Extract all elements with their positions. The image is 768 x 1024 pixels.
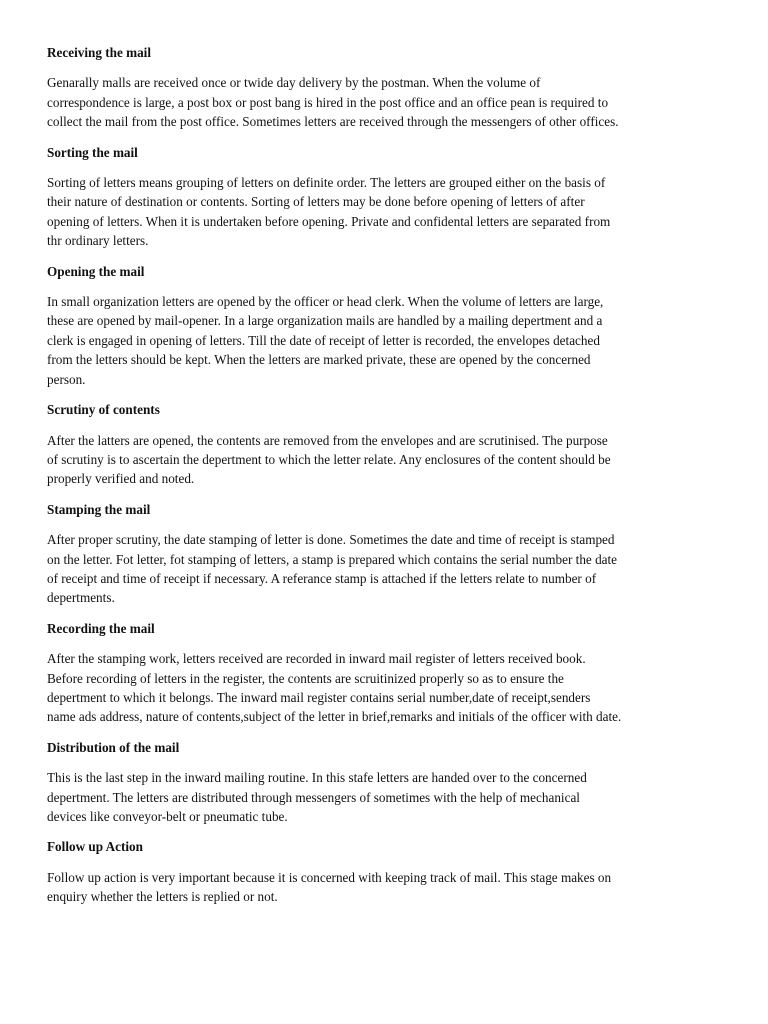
- paragraph-line: name ads address, nature of contents,subject of the letter in brief,remarks and initials of the officer with date.: [47, 709, 622, 725]
- section-heading: Stamping the mail: [47, 501, 151, 517]
- paragraph-line: After proper scrutiny, the date stamping of letter is done. Sometimes the date and time of receipt is stamped: [47, 532, 615, 548]
- section-heading: Receiving the mail: [47, 45, 152, 60]
- section-paragraph: [47, 73, 747, 131]
- section-heading: Scrutiny of contents: [47, 402, 160, 418]
- section-paragraph: [47, 868, 747, 907]
- paragraph-line: Genarally malls are received once or twide day delivery by the postman. When the volume of: [47, 75, 541, 91]
- paragraph-line: depertments.: [47, 590, 115, 606]
- paragraph-line: This is the last step in the inward mailing routine. In this stafe letters are handed over to the concerned: [47, 770, 587, 786]
- section-paragraph: [47, 173, 747, 251]
- paragraph-line: their nature of destination or contents. Sorting of letters may be done before opening of letters of after: [47, 194, 585, 210]
- section-heading: Follow up Action: [47, 839, 143, 855]
- section-heading: Recording the mail: [47, 620, 155, 636]
- paragraph-line: Follow up action is very important because it is concerned with keeping track of mail. This stage makes on: [47, 869, 612, 885]
- paragraph-line: of receipt and time of receipt if necessary. A referance stamp is attached if the letters relate to number of: [47, 570, 597, 586]
- paragraph-line: devices like conveyor-belt or pneumatic tube.: [47, 809, 288, 824]
- paragraph-line: correspondence is large, a post box or post bang is hired in the post office and an office pean is required to: [47, 94, 609, 110]
- document-body: [47, 43, 747, 918]
- section-paragraph: [47, 431, 747, 489]
- section-paragraph: [47, 530, 747, 608]
- paragraph-line: from the letters should be kept. When the letters are marked private, these are opened by the concerned: [47, 352, 591, 368]
- paragraph-line: In small organization letters are opened by the officer or head clerk. When the volume of letters are large,: [47, 294, 604, 310]
- section-paragraph: [47, 768, 747, 826]
- paragraph-line: Before recording of letters in the register, the contents are scruitinized properly so as to ensure the: [47, 670, 564, 686]
- paragraph-line: opening of letters. When it is undertaken before opening. Private and confidental letters are separated from: [47, 213, 611, 229]
- paragraph-line: these are opened by mail-opener. In a large organization mails are handled by a mailing depertment and a: [47, 313, 603, 329]
- paragraph-line: After the latters are opened, the contents are removed from the envelopes and are scrutinised. The purpose: [47, 432, 608, 448]
- paragraph-line: thr ordinary letters.: [47, 233, 149, 249]
- paragraph-line: After the stamping work, letters received are recorded in inward mail register of letters received book.: [47, 651, 586, 667]
- section-heading: Opening the mail: [47, 263, 145, 279]
- paragraph-line: on the letter. Fot letter, fot stamping of letters, a stamp is prepared which contains the serial number the date: [47, 551, 618, 567]
- paragraph-line: person.: [47, 371, 86, 387]
- paragraph-line: enquiry whether the letters is replied or not.: [47, 889, 278, 905]
- paragraph-line: Sorting of letters means grouping of letters on definite order. The letters are grouped either on the basis of: [47, 175, 606, 191]
- paragraph-line: depertment. The letters are distributed through messengers of sometimes with the help of mechanical: [47, 789, 580, 805]
- section-heading: Sorting the mail: [47, 144, 138, 160]
- paragraph-line: of scrutiny is to ascertain the depertment to which the letter relate. Any enclosures of the content should be: [47, 451, 611, 467]
- paragraph-line: collect the mail from the post office. Sometimes letters are received through the messengers of other offices.: [47, 114, 619, 130]
- section-heading: Distribution of the mail: [47, 739, 180, 755]
- paragraph-line: depertment to which it belongs. The inward mail register contains serial number,date of receipt,senders: [47, 689, 591, 705]
- section-paragraph: [47, 292, 747, 389]
- paragraph-line: properly verified and noted.: [47, 471, 195, 487]
- section-paragraph: [47, 649, 747, 727]
- paragraph-line: clerk is engaged in opening of letters. Till the date of receipt of letter is recorded, the envelopes detached: [47, 332, 600, 348]
